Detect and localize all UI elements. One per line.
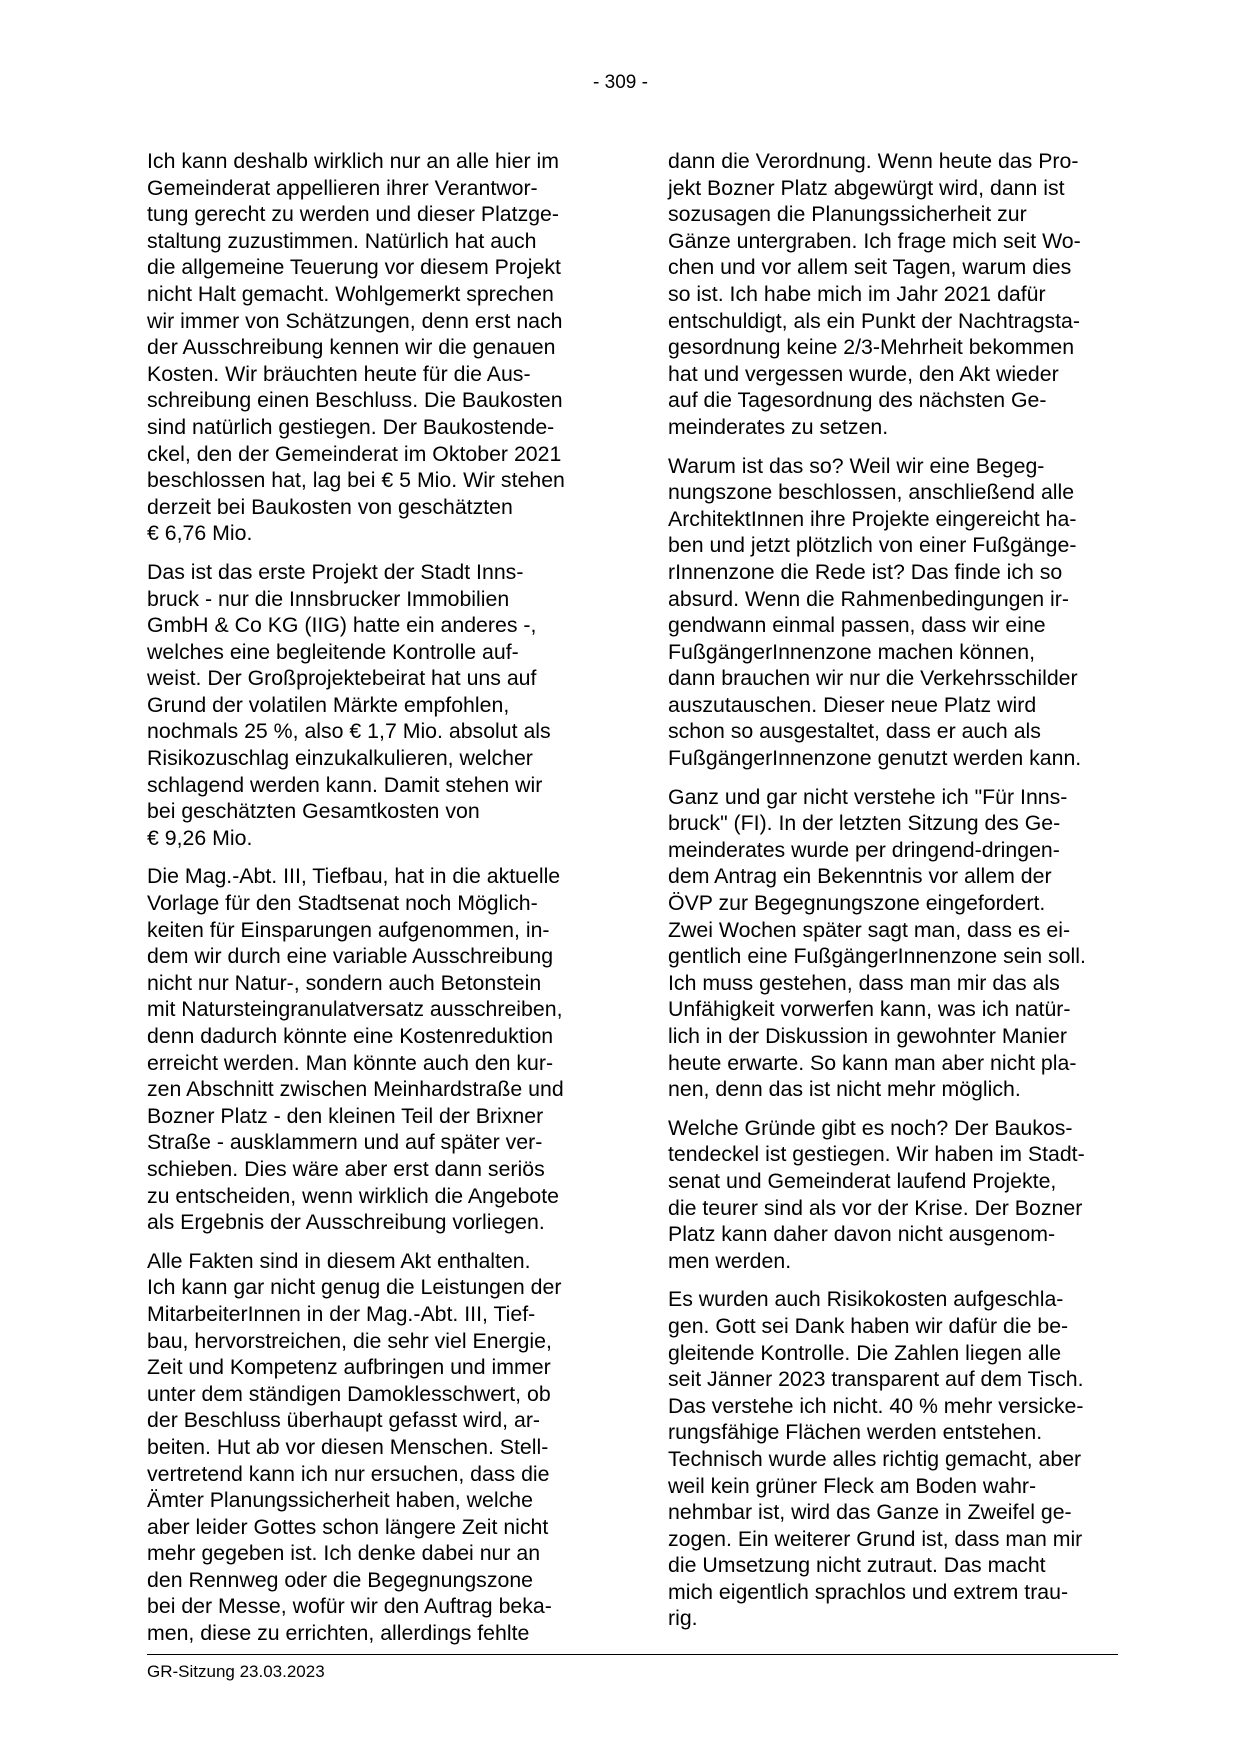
paragraph: Es wurden auch Risikokosten aufgeschla- gen. Gott sei Dank haben wir dafür die be- gleitende Kontrolle. Die Zahlen liegen alle seit Jänner 2023 transparent auf dem Tisch. Das verstehe ich nicht. 40 % mehr versicke- rungsfähige Flächen werden entstehen. Technisch wurde alles richtig gemacht, aber weil kein grüner Fleck am Boden wahr- nehmbar ist, wird das Ganze in Zweifel ge- zogen. Ein weiterer Grund ist, dass man mir die Umsetzung nicht zutraut. Das macht mich eigentlich sprachlos und extrem trau- rig. <box>668 1287 1084 1631</box>
paragraph: Welche Gründe gibt es noch? Der Baukos- tendeckel ist gestiegen. Wir haben im Stadt- senat und Gemeinderat laufend Projekte, die teurer sind als vor der Krise. Der Bozner Platz kann daher davon nicht ausgenom- men werden. <box>668 1115 1085 1273</box>
footer-session-date: GR-Sitzung 23.03.2023 <box>147 1662 325 1681</box>
footer-divider <box>147 1654 1118 1655</box>
paragraph: Ganz und gar nicht verstehe ich "Für Inns- bruck" (FI). In der letzten Sitzung des Ge- meinderates wurde per dringend-dringen- dem Antrag ein Bekenntnis vor allem der ÖVP zur Begegnungszone eingefordert. Zwei Wochen später sagt man, dass es ei- gentlich eine FußgängerInnenzone sein soll. Ich muss gestehen, dass man mir das als Unfähigkeit vorwerfen kann, was ich natür- lich in der Diskussion in gewohnter Manier heute erwarte. So kann man aber nicht pla- nen, denn das ist nicht mehr möglich. <box>668 784 1086 1102</box>
paragraph: Alle Fakten sind in diesem Akt enthalten. Ich kann gar nicht genug die Leistungen der MitarbeiterInnen in der Mag.-Abt. III, Tief- bau, hervorstreichen, die sehr viel Energie, Zeit und Kompetenz aufbringen und immer unter dem ständigen Damoklesschwert, ob der Beschluss überhaupt gefasst wird, ar- beiten. Hut ab vor diesen Menschen. Stell- vertretend kann ich nur ersuchen, dass die Ämter Planungssicherheit haben, welche aber leider Gottes schon längere Zeit nicht mehr gegeben ist. Ich denke dabei nur an den Rennweg oder die Begegnungszone bei der Messe, wofür wir den Auftrag beka- men, diese zu errichten, allerdings fehlte <box>147 1248 562 1646</box>
paragraph: Das ist das erste Projekt der Stadt Inns- bruck - nur die Innsbrucker Immobilien GmbH & Co KG (IIG) hatte ein anderes -, welches eine begleitende Kontrolle auf- weist. Der Großprojektebeirat hat uns auf Grund der volatilen Märkte empfohlen, nochmals 25 %, also € 1,7 Mio. absolut als Risikozuschlag einzukalkulieren, welcher schlagend werden kann. Damit stehen wir bei geschätzten Gesamtkosten von € 9,26 Mio. <box>147 559 551 850</box>
paragraph: Die Mag.-Abt. III, Tiefbau, hat in die aktuelle Vorlage für den Stadtsenat noch Möglich- keiten für Einsparungen aufgenommen, in- dem wir durch eine variable Ausschreibung nicht nur Natur-, sondern auch Betonstein mit Natursteingranulatversatz ausschreiben, denn dadurch könnte eine Kostenreduktion erreicht werden. Man könnte auch den kur- zen Abschnitt zwischen Meinhardstraße und Bozner Platz - den kleinen Teil der Brixner Straße - ausklammern und auf später ver- schieben. Dies wäre aber erst dann seriös zu entscheiden, wenn wirklich die Angebote als Ergebnis der Ausschreibung vorliegen. <box>147 864 564 1235</box>
page-number: - 309 - <box>593 72 648 93</box>
left-text-column <box>147 148 607 1659</box>
paragraph: Warum ist das so? Weil wir eine Begeg- nungszone beschlossen, anschließend alle ArchitektInnen ihre Projekte eingereicht ha- ben und jetzt plötzlich von einer Fußgänge- rInnenzone die Rede ist? Das finde ich so absurd. Wenn die Rahmenbedingungen ir- gendwann einmal passen, dass wir eine FußgängerInnenzone machen können, dann brauchen wir nur die Verkehrsschilder auszutauschen. Dieser neue Platz wird schon so ausgestaltet, dass er auch als FußgängerInnenzone genutzt werden kann. <box>668 453 1082 771</box>
right-text-column <box>668 148 1128 1644</box>
paragraph: Ich kann deshalb wirklich nur an alle hier im Gemeinderat appellieren ihrer Verantwor- tung gerecht zu werden und dieser Platzge- staltung zuzustimmen. Natürlich hat auch die allgemeine Teuerung vor diesem Projekt nicht Halt gemacht. Wohlgemerkt sprechen wir immer von Schätzungen, denn erst nach der Ausschreibung kennen wir die genauen Kosten. Wir bräuchten heute für die Aus- schreibung einen Beschluss. Die Baukosten sind natürlich gestiegen. Der Baukostende- ckel, den der Gemeinderat im Oktober 2021 beschlossen hat, lag bei € 5 Mio. Wir stehen derzeit bei Baukosten von geschätzten € 6,76 Mio. <box>147 149 565 546</box>
paragraph: dann die Verordnung. Wenn heute das Pro- jekt Bozner Platz abgewürgt wird, dann ist sozusagen die Planungssicherheit zur Gänze untergraben. Ich frage mich seit Wo- chen und vor allem seit Tagen, warum dies so ist. Ich habe mich im Jahr 2021 dafür entschuldigt, als ein Punkt der Nachtragsta- gesordnung keine 2/3-Mehrheit bekommen hat und vergessen wurde, den Akt wieder auf die Tagesordnung des nächsten Ge- meinderates zu setzen. <box>668 149 1081 439</box>
